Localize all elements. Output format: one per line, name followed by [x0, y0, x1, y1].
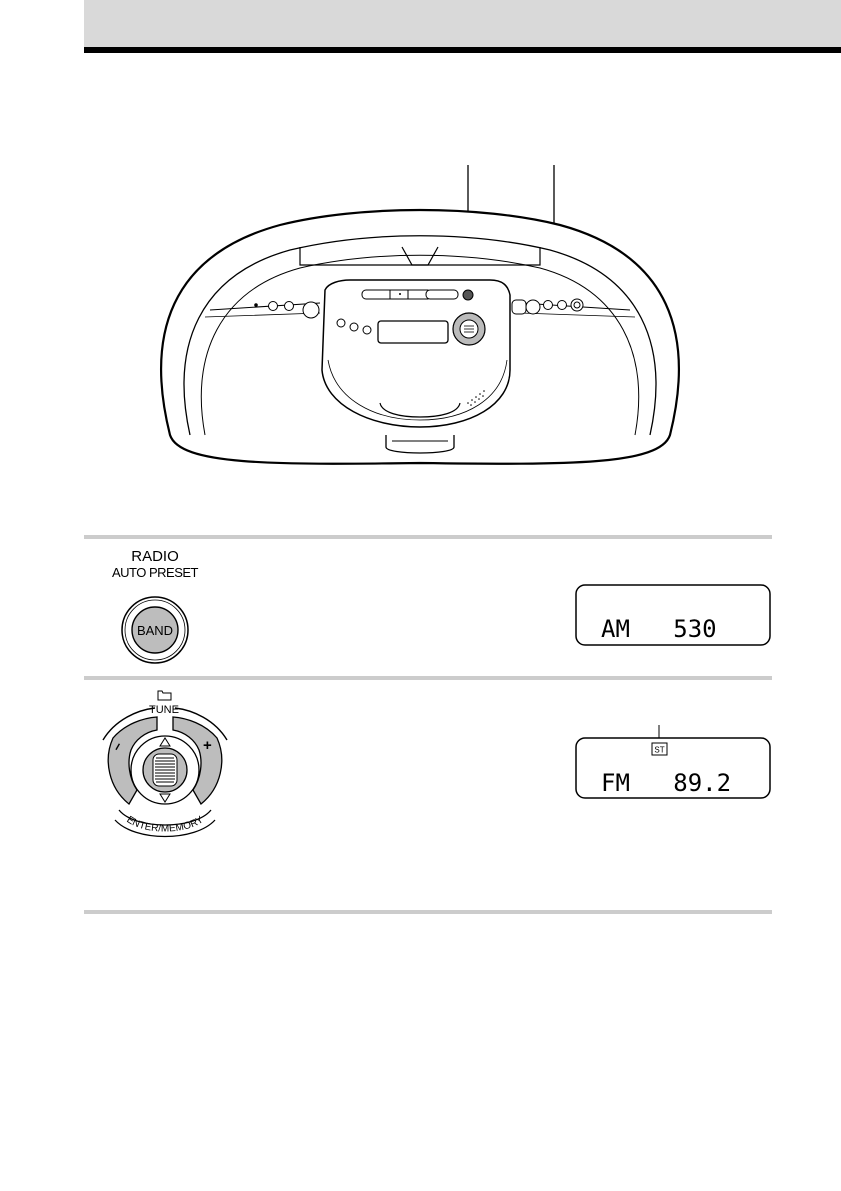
page-header-band	[84, 0, 841, 47]
folder-icon	[158, 691, 171, 700]
am-display	[575, 584, 771, 646]
fm-display-text: FM 89.2	[601, 769, 732, 797]
page-header-rule	[84, 47, 841, 53]
band-button-label: BAND	[136, 623, 174, 638]
band-button-illustration	[100, 548, 210, 668]
tune-label: TUNE	[149, 704, 179, 716]
cd-unit	[322, 280, 510, 427]
enter-memory-label: ENTER/MEMORY	[124, 814, 206, 835]
cd-display	[378, 321, 448, 343]
am-display-text: AM 530	[601, 615, 717, 643]
fm-display	[575, 725, 771, 800]
tune-dial-illustration	[95, 690, 235, 842]
stereo-indicator-text: ST	[654, 745, 665, 755]
radio-label: RADIO	[131, 548, 179, 565]
step1-separator	[84, 535, 772, 539]
tune-plus-sign: +	[203, 737, 212, 754]
boombox-illustration	[150, 165, 690, 470]
cd-mode-button	[463, 290, 473, 300]
step3-separator	[84, 910, 772, 914]
auto-preset-label: AUTO PRESET	[111, 565, 199, 580]
tune-minus-sign: –	[107, 738, 126, 754]
step2-separator	[84, 676, 772, 680]
